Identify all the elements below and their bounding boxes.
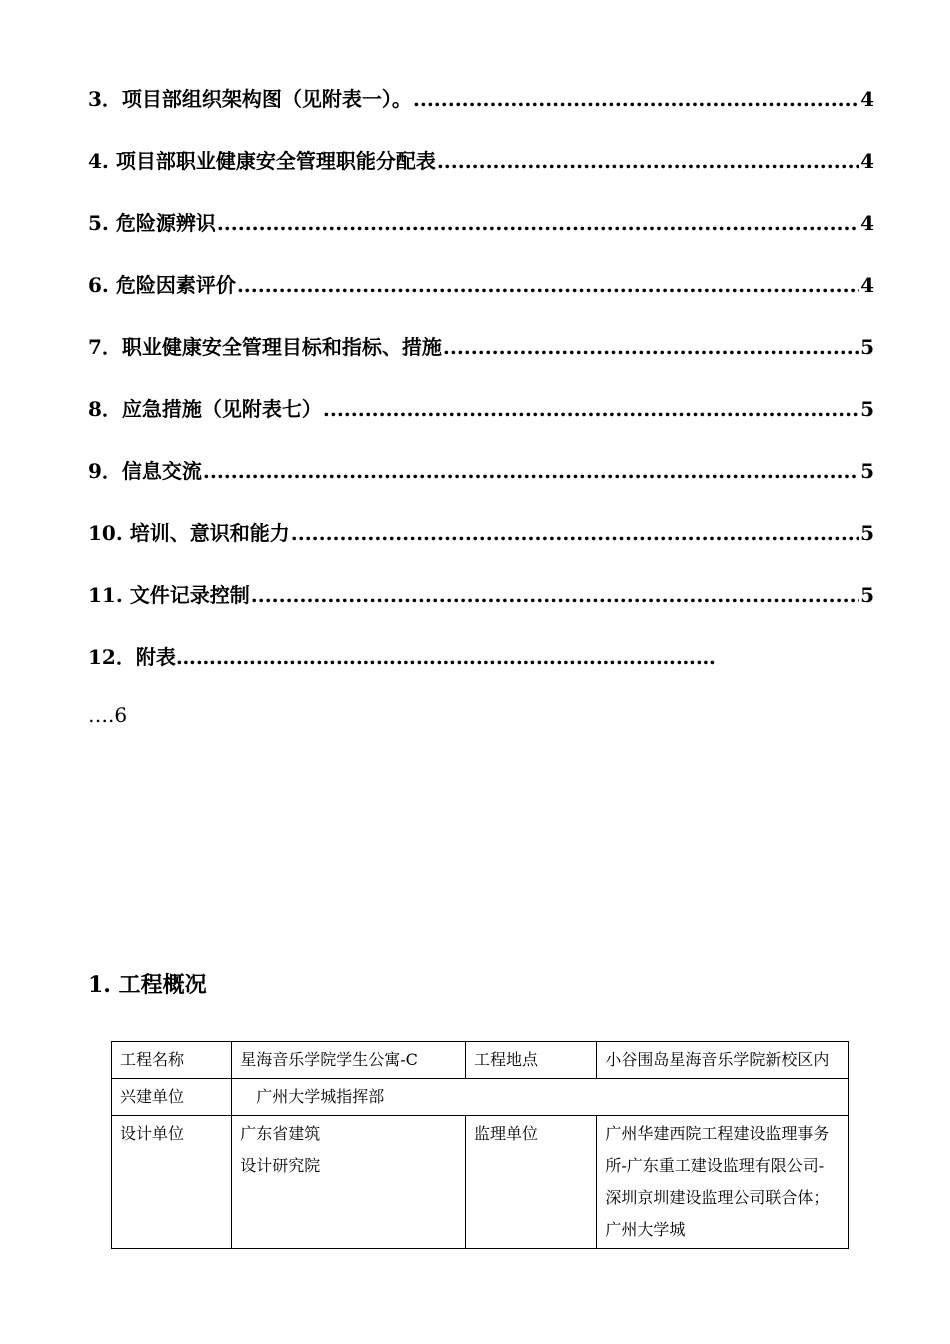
toc-entry-5[interactable] (88, 206, 874, 268)
toc-page-number: 4 (860, 211, 874, 235)
toc-entry-8[interactable] (88, 392, 874, 454)
toc-title: 10. 培训、意识和能力 (88, 521, 290, 545)
toc-entry-7[interactable] (88, 330, 874, 392)
toc-page-number: 5 (860, 521, 874, 545)
table-cell-label: 设计单位 (112, 1116, 232, 1249)
toc-page-number: 5 (860, 335, 874, 359)
toc-title: 6. 危险因素评价 (88, 273, 236, 297)
table-cell-value (232, 1116, 466, 1249)
toc-title: 9．信息交流 (88, 459, 202, 483)
toc-appendix-page: ….6 (88, 703, 128, 727)
table-cell-value: 广州大学城指挥部 (232, 1079, 849, 1116)
toc-leader-dots (217, 206, 859, 240)
toc-entry-9[interactable] (88, 454, 874, 516)
toc-entry-10[interactable] (88, 516, 874, 578)
table-cell-label: 兴建单位 (112, 1079, 232, 1116)
toc-page-number: 4 (860, 273, 874, 297)
toc-leader-dots (291, 516, 859, 550)
toc-entry-12[interactable] (88, 640, 874, 732)
toc-leader-dots (251, 578, 859, 612)
table-cell-label: 工程名称 (112, 1042, 232, 1079)
table-cell-value: 广州华建西院工程建设监理事务所-广东重工建设监理有限公司-深圳京圳建设监理公司联合体；广州大学城 (597, 1116, 849, 1249)
table-cell-value: 小谷围岛星海音乐学院新校区内 (597, 1042, 849, 1079)
toc-page-number: 4 (860, 87, 874, 111)
toc-entry-4[interactable] (88, 144, 874, 206)
table-row (112, 1116, 849, 1249)
toc-entry-6[interactable] (88, 268, 874, 330)
toc-entry-11[interactable] (88, 578, 874, 640)
table-cell-line: 设计研究院 (240, 1156, 321, 1175)
table-cell-label: 工程地点 (466, 1042, 597, 1079)
table-cell-label: 监理单位 (466, 1116, 597, 1249)
toc-leader-dots (237, 268, 859, 302)
table-cell-value: 星海音乐学院学生公寓-C (232, 1042, 466, 1079)
toc-leader-dots (413, 82, 859, 116)
toc-leader-dots (443, 330, 859, 364)
toc-leader-dots (437, 144, 859, 178)
table-row (112, 1042, 849, 1079)
toc-title: 8．应急措施（见附表七） (88, 397, 322, 421)
table-cell-line: 广东省建筑 (240, 1124, 321, 1143)
toc-title: 4. 项目部职业健康安全管理职能分配表 (88, 149, 436, 173)
toc-leader-dots (323, 392, 859, 426)
toc-appendix-line: 12．附表……………………………………………………………………… (88, 645, 716, 669)
toc-title: 3．项目部组织架构图（见附表一）。 (88, 87, 412, 111)
toc-leader-dots (203, 454, 859, 488)
project-overview-table (111, 1041, 849, 1249)
toc-page-number: 5 (860, 583, 874, 607)
table-row (112, 1079, 849, 1116)
toc-title: 7．职业健康安全管理目标和指标、措施 (88, 335, 442, 359)
toc-title: 5. 危险源辨识 (88, 211, 216, 235)
toc-page-number: 5 (860, 397, 874, 421)
toc-page-number: 5 (860, 459, 874, 483)
toc-page-number: 4 (860, 149, 874, 173)
toc-entry-3[interactable] (88, 82, 874, 144)
toc-title: 11. 文件记录控制 (88, 583, 250, 607)
section-heading: 1. 工程概况 (88, 972, 207, 998)
table-of-contents (88, 82, 874, 732)
